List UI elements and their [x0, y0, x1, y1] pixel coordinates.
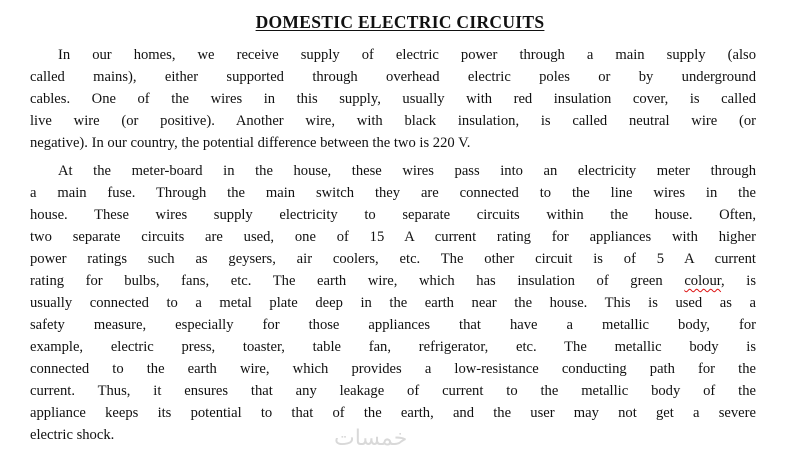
watermark-logo: خمسات [334, 426, 408, 451]
paragraph-2-line-3: house. These wires supply electricity to separate circuits within the house. Often, [30, 207, 756, 223]
paragraph-1-line-5: negative). In our country, the potential difference between the two is 220 V. [30, 135, 471, 151]
spellcheck-flagged-word: colour [684, 273, 722, 289]
paragraph-2-line-9: example, electric press, toaster, table fan, refrigerator, etc. The metallic body is [30, 339, 756, 355]
paragraph-1-line-4: live wire (or positive). Another wire, with black insulation, is called neutral wire (or [30, 113, 756, 129]
paragraph-2-line-1: At the meter-board in the house, these wires pass into an electricity meter through [58, 163, 756, 179]
line-6-text-after: , is [721, 273, 757, 289]
paragraph-2-line-2: a main fuse. Through the main switch they are connected to the line wires in the [30, 185, 756, 201]
paragraph-1-line-2: called mains), either supported through overhead electric poles or by underground [30, 69, 756, 85]
paragraph-2-line-8: safety measure, especially for those appliances that have a metallic body, for [30, 317, 756, 333]
paragraph-1-line-1: In our homes, we receive supply of electric power through a main supply (also [58, 47, 756, 63]
paragraph-2-line-7: usually connected to a metal plate deep in the earth near the house. This is used as a [30, 295, 756, 311]
document-title: DOMESTIC ELECTRIC CIRCUITS [255, 12, 545, 32]
paragraph-2-line-4: two separate circuits are used, one of 15 A current rating for appliances with higher [30, 229, 756, 245]
line-6-text-before: rating for bulbs, fans, etc. The earth wire, which has insulation of green [30, 273, 685, 289]
paragraph-1-line-3: cables. One of the wires in this supply, usually with red insulation cover, is called [30, 91, 756, 107]
paragraph-2-line-10: connected to the earth wire, which provides a low-resistance conducting path for the [30, 361, 756, 377]
paragraph-2-line-13: electric shock. [30, 427, 115, 443]
paragraph-2-line-12: appliance keeps its potential to that of the earth, and the user may not get a severe [30, 405, 756, 421]
paragraph-2-line-11: current. Thus, it ensures that any leakage of current to the metallic body of the [30, 383, 756, 399]
paragraph-2-line-5: power ratings such as geysers, air coolers, etc. The other circuit is of 5 A current [30, 251, 756, 267]
paragraph-2-line-6 [30, 271, 756, 291]
